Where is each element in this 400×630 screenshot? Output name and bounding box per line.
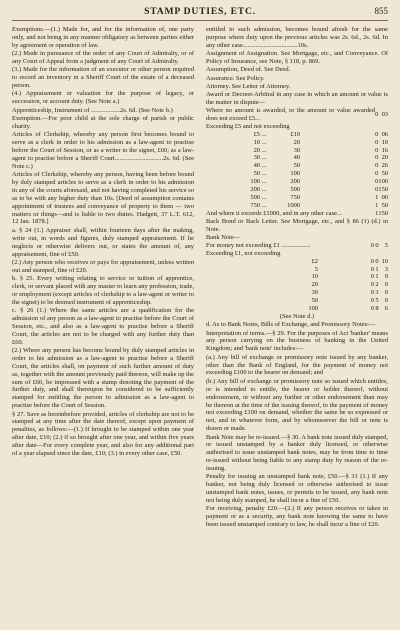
range-from: 20: [253, 146, 260, 154]
leader-dots: ...: [260, 146, 269, 154]
schedule-label: Where no amount is awarded, or the amount or value awarded does not exceed £5...: [206, 107, 376, 122]
schedule-label: Exceeding £1, not exceeding: [206, 249, 281, 257]
range-from: 100: [250, 178, 260, 186]
note-a: a. § 24 (1.) Appraiser shall, within fourteen days after the making, write out, in words and figures, duly stamped appraisement. If he neglects or otherwise delivers out, or states the amount of, any appraisement, fine of £50.: [12, 226, 194, 258]
schedule-row: [206, 194, 388, 202]
pence: 6: [384, 130, 388, 138]
range-to: 40: [293, 154, 301, 162]
pence: 3: [384, 265, 388, 273]
schedule-range: [206, 258, 369, 266]
shillings: 3: [375, 289, 379, 297]
range-to: 1000: [287, 201, 301, 209]
leader-dots: ...: [260, 201, 269, 209]
schedule-row: [206, 266, 388, 274]
entry-assignment: Assignment of Assignation. See Mortgage, etc., and Conveyance. Of Policy of Insurance, see Note, § 118, p. 869.: [206, 50, 388, 66]
paragraph: (4.) Appraisement or valuation for the purpose of legacy, or succession, or account duty. (See Note a.): [12, 90, 194, 106]
schedule-range: [206, 131, 375, 139]
range-from: 750: [250, 201, 260, 209]
range-from: 40: [253, 162, 260, 170]
shillings: 1: [375, 265, 379, 273]
pence: 0: [384, 281, 388, 289]
schedule-row: [206, 273, 388, 281]
pounds: 0: [370, 273, 374, 281]
schedule-range: [206, 139, 375, 147]
page-number: 855: [374, 6, 388, 16]
paragraph: Exemption.—For poor child at the sole charge of parish or public charity.: [12, 114, 194, 130]
pence: 6: [384, 162, 388, 170]
right-column: [206, 26, 388, 529]
entry-articles-of-clerkship: Articles of Clerkship, whereby any person first becomes bound to serve as a clerk in order to his admission as a law-agent to practise before the Court of Session, or as a writer to the signet, £60; as a law-agent to practise before a Sheriff Court..............................2s. 6d. (See Note c.): [12, 131, 194, 170]
shillings: 2: [381, 154, 385, 162]
schedule-row: [206, 178, 388, 186]
schedule-row: [206, 242, 388, 250]
pounds: 0: [370, 281, 374, 289]
range-from: 10: [253, 138, 260, 146]
entry-articles-of-clerkship-2: Articles of Clerkship, whereby any person, having been before bound by duly stamped articles to serve as a clerk in order to his admission in any of the courts aforesaid, and not having completed his service so as to be with any higher duty than 10s. [Deed of assumption contains appointment of trustees and conveyance of property to them — two matters or things—and is liable to two duties. Hadgett, 37 L.T. 612, 12 Jan. 1878.]: [12, 171, 194, 226]
paragraph: § 27. Save as hereinbefore provided, articles of clerkship are not to be stamped at any time after the date thereof, except upon payment of penalties, as follows:—(1.) If brought to be stamped within one year after date, £10; (2.) if so brought after one year, and within five years after date—For every complete year, and also for any additional part of a year elapsed since the date, £10; (3.) in every other case, £50.: [12, 410, 194, 458]
pence: 6: [384, 146, 388, 154]
leader-dots: ...: [260, 130, 269, 138]
pence: 3: [384, 110, 388, 118]
note-c: c. § 26 (1.) Where the same articles are a qualification for the admission of any person as a law-agent to practise before the Court of Session, etc., and also as a law-agent to practise before a Sheriff Court, the articles are not to be charged with any further duty than £60.: [12, 307, 194, 346]
range-from: 200: [250, 186, 260, 194]
paragraph: (2.) Any person who receives or pays for appraisement, unless written out and stamped, fine of £20.: [12, 258, 194, 274]
shillings: 5: [381, 201, 385, 209]
leader-dots: ...: [260, 186, 269, 194]
pence: 10: [381, 257, 388, 265]
range-to: 20: [311, 281, 318, 289]
award-schedule: [206, 107, 388, 218]
pence: 0: [384, 138, 388, 146]
pounds: 1: [375, 201, 379, 209]
pence: 0: [384, 209, 388, 217]
pence: 0: [384, 193, 388, 201]
pence: 0: [384, 186, 388, 194]
pounds: 0: [375, 130, 379, 138]
schedule-row: [206, 281, 388, 289]
note-b: b. § 25. Every writing relating to service or tuition of apprentice, clerk, or servant placed with any master to learn any profession, trade, or employment (except articles of clerkship to a law-agent or writer to the signet) to be deemed instrument of apprenticeship.: [12, 275, 194, 306]
pence: 0: [384, 154, 388, 162]
note-d-paragraph: Interpretation of terms.—§ 29. For the purposes of Act 'banker' means any person carrying on the business of banking in the United Kingdom; and 'bank note' includes:—: [206, 329, 388, 353]
running-head: [12, 6, 388, 21]
schedule-row: [206, 147, 388, 155]
left-column: [12, 26, 194, 458]
shillings: 1: [381, 138, 385, 146]
shillings: 5: [381, 170, 385, 178]
entry-assurance: Assurance. See Policy.: [206, 74, 265, 82]
leader-dots: ...: [260, 162, 269, 170]
pounds: 0: [370, 257, 374, 265]
shillings: 15: [378, 186, 385, 194]
leader-dots: ...: [260, 154, 269, 162]
entry-back-bond: Back Bond or Back Letter. See Mortgage, etc., and § 86 (1) (d.) in Note.: [206, 217, 388, 233]
shillings: 0: [381, 130, 385, 138]
schedule-range: [206, 273, 369, 281]
schedule-range: [206, 266, 369, 274]
entry-award: Award or Decreet-Arbitral in any case in which an amount or value is the matter in dispute—: [206, 91, 388, 107]
shillings: 5: [375, 297, 379, 305]
note-d-paragraph: Bank Note may be re-issued.—§ 30. A bank note issued duly stamped, or issued unstamped by a banker duly licensed, or otherwise authorised to issue unstamped bank notes, may be from time to time re-issued without being liable to any stamp duty by reason of the re-issuing.: [206, 433, 388, 473]
schedule-row: [206, 154, 388, 162]
note-d-paragraph: (b.) Any bill of exchange or promissory note so issued which entitles, or is intended to entitle, the bearer or holder thereof, without endorsement, or without any further or other endorsement than may be thereon at the time of the issuing thereof, to the payment of money not exceeding £100 on demand, whether the same be so expressed or not, and in whatever form, and by whomsoever the bill or note is drawn or made.: [206, 377, 388, 433]
schedule-row: [206, 258, 388, 266]
page-title: STAMP DUTIES, ETC.: [144, 6, 256, 17]
schedule-row: [206, 250, 388, 258]
shillings: 8: [375, 305, 379, 313]
pounds: 0: [375, 162, 379, 170]
pence: 0: [384, 297, 388, 305]
range-to: £2: [311, 257, 318, 265]
schedule-row: [206, 202, 388, 210]
schedule-label: For money not exceeding £1 ..................: [206, 241, 311, 249]
shillings: 15: [378, 209, 385, 217]
note-d-paragraph: (a.) Any bill of exchange or promissory note issued by any banker, other than the Bank of England, for the payment of money not exceeding £100 to the bearer on demand; and: [206, 353, 388, 377]
pounds: 0: [375, 154, 379, 162]
shillings: 10: [378, 178, 385, 186]
shillings: 0: [375, 257, 379, 265]
leader-dots: ...: [260, 193, 269, 201]
range-to: 100: [290, 170, 301, 178]
shillings: 1: [375, 273, 379, 281]
shillings: 0: [381, 193, 385, 201]
entry-apprenticeship: Apprenticeship, Instrument of ..................2s. 6d. (See Note b.): [12, 106, 173, 114]
paragraph: (2.) Where any person has become bound by duly stamped articles in order to his admission as a law-agent to practise before a Sheriff Court, the articles shall, on payment of such further amount of duty as, together with the amount previously paid thereon, will make up the sum of £60, be impressed with a stamp denoting the payment of the further duty, and shall thereupon be considered to be sufficiently stamped for entitling the person to admission as a law-agent to practise before the Court of Session.: [12, 346, 194, 410]
entry-attorney: Attorney. See Letter of Attorney.: [206, 82, 291, 90]
range-from: 500: [250, 193, 260, 201]
pounds: 0: [370, 305, 374, 313]
shillings: 2: [381, 162, 385, 170]
pounds: 0: [370, 265, 374, 273]
paragraph: (3.) Made for the information of an executor or other person required to record an inventory in a Sheriff Court of the estate of a deceased person.: [12, 66, 194, 90]
range-to: 30: [293, 146, 301, 154]
schedule-range: [206, 162, 375, 170]
schedule-range: [206, 202, 375, 210]
bank-note-schedule: [206, 242, 388, 313]
pounds: 0: [375, 110, 379, 118]
pounds: 0: [375, 146, 379, 154]
pence: 5: [384, 241, 388, 249]
leader-dots: ...: [260, 170, 269, 178]
range-from: 30: [253, 154, 260, 162]
shillings: 2: [375, 281, 379, 289]
schedule-row: [206, 170, 388, 178]
schedule-row: [206, 107, 388, 123]
schedule-range: [206, 147, 375, 155]
note-d-paragraph: Penalty for issuing an unstamped bank note, £50.—§ 31 (1.) If any banker, not being duly licensed or otherwise authorised to issue unstamped bank notes, issues, or permits to be issued, any bank note not being duly stamped, he shall incur a fine of £50.: [206, 473, 388, 505]
schedule-row: [206, 162, 388, 170]
schedule-row: [206, 305, 388, 313]
range-to: 10: [311, 273, 318, 281]
schedule-row: [206, 289, 388, 297]
note-d-paragraph: For receiving, penalty £20.—(2.) If any person receives or takes in payment or as a security, any bank note knowing the same to have been issued unstamped contrary to law, he shall incur a fine of £20.: [206, 505, 388, 529]
pounds: 0: [375, 178, 379, 186]
schedule-row: [206, 131, 388, 139]
schedule-label: And where it exceeds £1000, and in any other case...: [206, 209, 342, 217]
schedule-range: [206, 178, 375, 186]
schedule-range: [206, 297, 369, 305]
pence: 0: [384, 178, 388, 186]
pounds: 0: [370, 289, 374, 297]
range-to: 30: [311, 289, 318, 297]
schedule-range: [206, 194, 375, 202]
schedule-range: [206, 154, 375, 162]
range-to: 5: [314, 265, 318, 273]
range-to: £10: [290, 130, 301, 138]
paragraph: Exemptions.—(1.) Made for, and for the information of, one party only, and not being in any manner obligatory as between parties either by agreement or operation of law.: [12, 26, 194, 49]
paragraph: entitled to such admission, becomes bound afresh for the same purpose where duty upon the previous articles was 2s. 6d., 2s. 6d. In any other case..................................10s.: [206, 26, 388, 49]
leader-dots: ...: [260, 138, 269, 146]
range-from: £5: [253, 130, 260, 138]
schedule-range: [206, 305, 369, 313]
schedule-range: [206, 170, 375, 178]
schedule-range: [206, 281, 369, 289]
entry-assumption: Assumption, Deed of. See Deed.: [206, 66, 291, 74]
range-to: 200: [290, 178, 301, 186]
range-to: 50: [293, 162, 301, 170]
entry-bank-note: Bank Note—: [206, 233, 241, 241]
schedule-row: [206, 297, 388, 305]
range-to: 750: [290, 193, 301, 201]
schedule-range: [206, 289, 369, 297]
note-d-heading: d. As to Bank Notes, Bills of Exchange, and Promissory Notes:—: [206, 321, 376, 329]
schedule-row: [206, 210, 388, 218]
range-to: 500: [290, 186, 301, 194]
shillings: 0: [381, 110, 385, 118]
pounds: 0: [375, 138, 379, 146]
pounds: 1: [375, 193, 379, 201]
pounds: 1: [375, 209, 379, 217]
paragraph: (2.) Made in pursuance of the order of any Court of Admiralty, or of any Court of Appeal from a judgment of any Court of Admiralty.: [12, 50, 194, 66]
schedule-row: [206, 123, 388, 131]
pounds: 0: [375, 186, 379, 194]
pounds: 0: [370, 297, 374, 305]
pounds: 0: [375, 170, 379, 178]
pounds: 0: [370, 241, 374, 249]
range-to: 20: [293, 138, 301, 146]
schedule-row: [206, 139, 388, 147]
see-note: (See Note d.): [279, 312, 315, 320]
pence: 0: [384, 201, 388, 209]
pence: 9: [384, 273, 388, 281]
schedule-label: Exceeding £5 and not exceeding: [206, 122, 290, 130]
range-from: 50: [253, 170, 260, 178]
pence: 0: [384, 289, 388, 297]
leader-dots: ...: [260, 178, 269, 186]
schedule-row: [206, 186, 388, 194]
range-to: 50: [311, 297, 318, 305]
shillings: 0: [375, 241, 379, 249]
range-to: 100: [308, 305, 318, 313]
schedule-range: [206, 186, 375, 194]
shillings: 1: [381, 146, 385, 154]
pence: 0: [384, 170, 388, 178]
pence: 6: [384, 305, 388, 313]
